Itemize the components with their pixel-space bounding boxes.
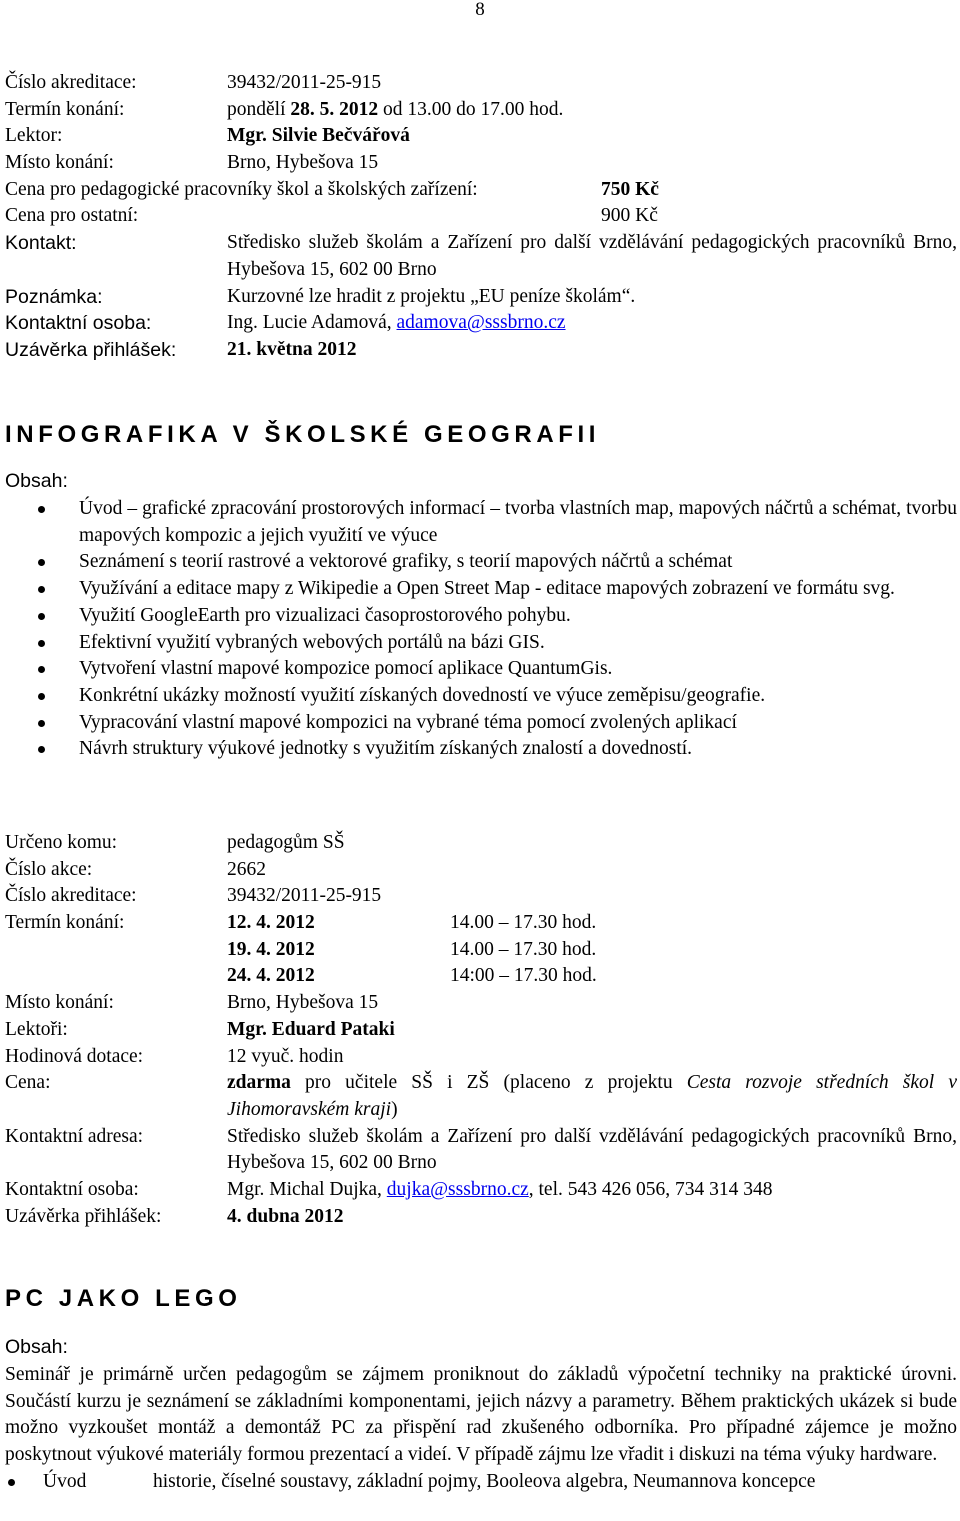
term-time: 14.00 – 17.30 hod. xyxy=(450,912,597,934)
address-row xyxy=(5,1124,957,1177)
deadline-label: Uzávěrka přihlášek: xyxy=(5,338,177,361)
lecturers-row xyxy=(5,1017,957,1044)
contact-row xyxy=(5,230,957,283)
contact-person-value xyxy=(227,310,566,337)
contact-person-label: Kontaktní osoba: xyxy=(5,312,152,335)
price-row xyxy=(5,1070,957,1123)
place-value: Brno, Hybešova 15 xyxy=(227,992,379,1014)
list-item: Seznámení s teorií rastrové a vektorové grafiky, s teorií mapových náčrtů a schémat xyxy=(5,549,957,576)
term-time: 14.00 – 17.30 hod. xyxy=(450,938,597,960)
price-others-label: Cena pro ostatní: xyxy=(5,205,139,227)
contact-person-value xyxy=(227,1177,773,1204)
hours-row xyxy=(5,1044,957,1071)
contact-email-link[interactable]: dujka@sssbrno.cz xyxy=(386,1179,529,1200)
action-value: 2662 xyxy=(227,858,266,880)
term-row xyxy=(5,910,957,937)
lecturer-row xyxy=(5,123,957,150)
term-row xyxy=(5,963,957,990)
course3-paragraph: Seminář je primárně určen pedagogům se zájmem proniknout do základů výpočetní techniky na praktické úrovni. Součástí kurzu je seznámení se základními komponentami, jejich názvy a parametry. Během praktických ukázek si bude možno vyzkoušet montáž a demontáž PC za přispění rad zkušeného odborníka. Pro případné zájemce je možno poskytnout výukové materiály formou prezentací a videí. V případě zájmu lze vřadit i diskuzi na téma výuky hardware. xyxy=(5,1364,957,1466)
audience-row xyxy=(5,830,957,857)
contact-person-phone: , tel. 543 426 056, 734 314 348 xyxy=(528,1179,773,1200)
deadline-label: Uzávěrka přihlášek: xyxy=(5,1205,162,1227)
course2-body xyxy=(5,468,957,763)
term-label: Termín konání: xyxy=(5,912,125,934)
note-row xyxy=(5,284,957,311)
intro-head: Úvod xyxy=(43,1470,87,1492)
lecturers-label: Lektoři: xyxy=(5,1018,68,1040)
price-teachers-label: Cena pro pedagogické pracovníky škol a školských zařízení: xyxy=(5,178,478,200)
course2-topic-list xyxy=(5,496,957,763)
hours-value: 12 vyuč. hodin xyxy=(227,1045,344,1067)
place-value: Brno, Hybešova 15 xyxy=(227,152,379,174)
price-rest: pro učitele SŠ i ZŠ (placeno z projektu xyxy=(290,1072,687,1094)
list-item: Vytvoření vlastní mapové kompozice pomocí aplikace QuantumGis. xyxy=(5,656,957,683)
price-label: Cena: xyxy=(5,1072,51,1094)
course2-content-label: Obsah: xyxy=(5,470,68,492)
note-value: Kurzovné lze hradit z projektu „EU peníze školám“. xyxy=(227,285,636,307)
course1-details xyxy=(5,70,957,364)
course2-title: INFOGRAFIKA V ŠKOLSKÉ GEOGRAFII xyxy=(5,421,601,448)
term-suffix: od 13.00 do 17.00 hod. xyxy=(378,98,564,120)
deadline-row xyxy=(5,337,957,364)
contact-email-link[interactable]: adamova@sssbrno.cz xyxy=(396,312,566,334)
audience-label: Určeno komu: xyxy=(5,832,118,853)
contact-person-label: Kontaktní osoba: xyxy=(5,1179,139,1200)
term-date: 19. 4. 2012 xyxy=(227,938,315,960)
deadline-row xyxy=(5,1204,957,1231)
term-value xyxy=(227,97,563,124)
contact-person-name: Mgr. Michal Dujka, xyxy=(227,1179,387,1200)
list-item: Využití GoogleEarth pro vizualizaci časoprostorového pohybu. xyxy=(5,603,957,630)
address-label: Kontaktní adresa: xyxy=(5,1125,144,1147)
price-project: Cesta rozvoje středních škol v Jihomoravském kraji xyxy=(227,1072,957,1120)
accreditation-row xyxy=(5,883,957,910)
term-date: 28. 5. 2012 xyxy=(290,98,379,120)
term-date: 12. 4. 2012 xyxy=(227,912,315,934)
place-label: Místo konání: xyxy=(5,152,114,174)
course3-content-label: Obsah: xyxy=(5,1336,68,1358)
action-row xyxy=(5,857,957,884)
place-row xyxy=(5,150,957,177)
contact-person-row xyxy=(5,1177,957,1204)
course2-details xyxy=(5,830,957,1230)
list-item: Návrh struktury výukové jednotky s využitím získaných znalostí a dovedností. xyxy=(5,736,957,763)
lecturers-value: Mgr. Eduard Pataki xyxy=(227,1018,395,1040)
price-others-row xyxy=(5,203,957,230)
contact-person-row xyxy=(5,310,957,337)
place-label: Místo konání: xyxy=(5,992,114,1014)
list-item: Využívání a editace mapy z Wikipedie a Open Street Map - editace mapových zobrazení ve formátu svg. xyxy=(5,576,957,603)
intro-text: historie, číselné soustavy, základní pojmy, Booleova algebra, Neumannova koncepce xyxy=(153,1470,816,1492)
term-row xyxy=(5,937,957,964)
note-label: Poznámka: xyxy=(5,285,103,308)
course3-title: PC JAKO LEGO xyxy=(5,1285,242,1312)
list-item: Konkrétní ukázky možností využití získaných dovedností ve výuce zeměpisu/geografie. xyxy=(5,683,957,710)
accreditation-value: 39432/2011-25-915 xyxy=(227,72,382,93)
price-others-value: 900 Kč xyxy=(601,205,658,227)
price-free: zdarma xyxy=(227,1072,291,1094)
lecturer-label: Lektor: xyxy=(5,125,63,147)
term-prefix: pondělí xyxy=(227,98,286,120)
contact-person-name: Ing. Lucie Adamová, xyxy=(227,312,397,334)
price-value xyxy=(227,1070,957,1123)
term-row xyxy=(5,97,957,124)
price-teachers-value: 750 Kč xyxy=(601,178,659,200)
accreditation-value: 39432/2011-25-915 xyxy=(227,885,382,907)
lecturer-value: Mgr. Silvie Bečvářová xyxy=(227,125,410,147)
accreditation-label: Číslo akreditace: xyxy=(5,885,137,907)
address-value: Středisko služeb školám a Zařízení pro další vzdělávání pedagogických pracovníků Brno, Hybešova 15, 602 00 Brno xyxy=(227,1125,957,1174)
page-number: 8 xyxy=(475,0,485,20)
deadline-value: 21. května 2012 xyxy=(227,338,357,360)
audience-value: pedagogům SŠ xyxy=(227,832,345,853)
list-item: Vypracování vlastní mapové kompozici na vybrané téma pomocí zvolených aplikací xyxy=(5,710,957,737)
list-item: Efektivní využití vybraných webových portálů na bázi GIS. xyxy=(5,630,957,657)
course3-body xyxy=(5,1334,957,1496)
hours-label: Hodinová dotace: xyxy=(5,1045,144,1067)
term-time: 14:00 – 17.30 hod. xyxy=(450,965,597,987)
price-end: ) xyxy=(391,1098,398,1120)
price-teachers-row xyxy=(5,177,957,204)
list-item: Úvod – grafické zpracování prostorových informací – tvorba vlastních map, mapových náčrtů a schémat, tvorbu mapových kompozic a jejich využití ve výuce xyxy=(5,496,957,549)
list-item xyxy=(5,1469,957,1496)
accreditation-label: Číslo akreditace: xyxy=(5,72,137,93)
accreditation-row xyxy=(5,70,957,97)
term-date: 24. 4. 2012 xyxy=(227,965,315,987)
action-label: Číslo akce: xyxy=(5,858,93,880)
term-label: Termín konání: xyxy=(5,98,125,120)
contact-value: Středisko služeb školám a Zařízení pro další vzdělávání pedagogických pracovníků Brno, Hybešova 15, 602 00 Brno xyxy=(227,232,957,280)
place-row xyxy=(5,990,957,1017)
deadline-value: 4. dubna 2012 xyxy=(227,1205,344,1227)
contact-label: Kontakt: xyxy=(5,232,77,255)
